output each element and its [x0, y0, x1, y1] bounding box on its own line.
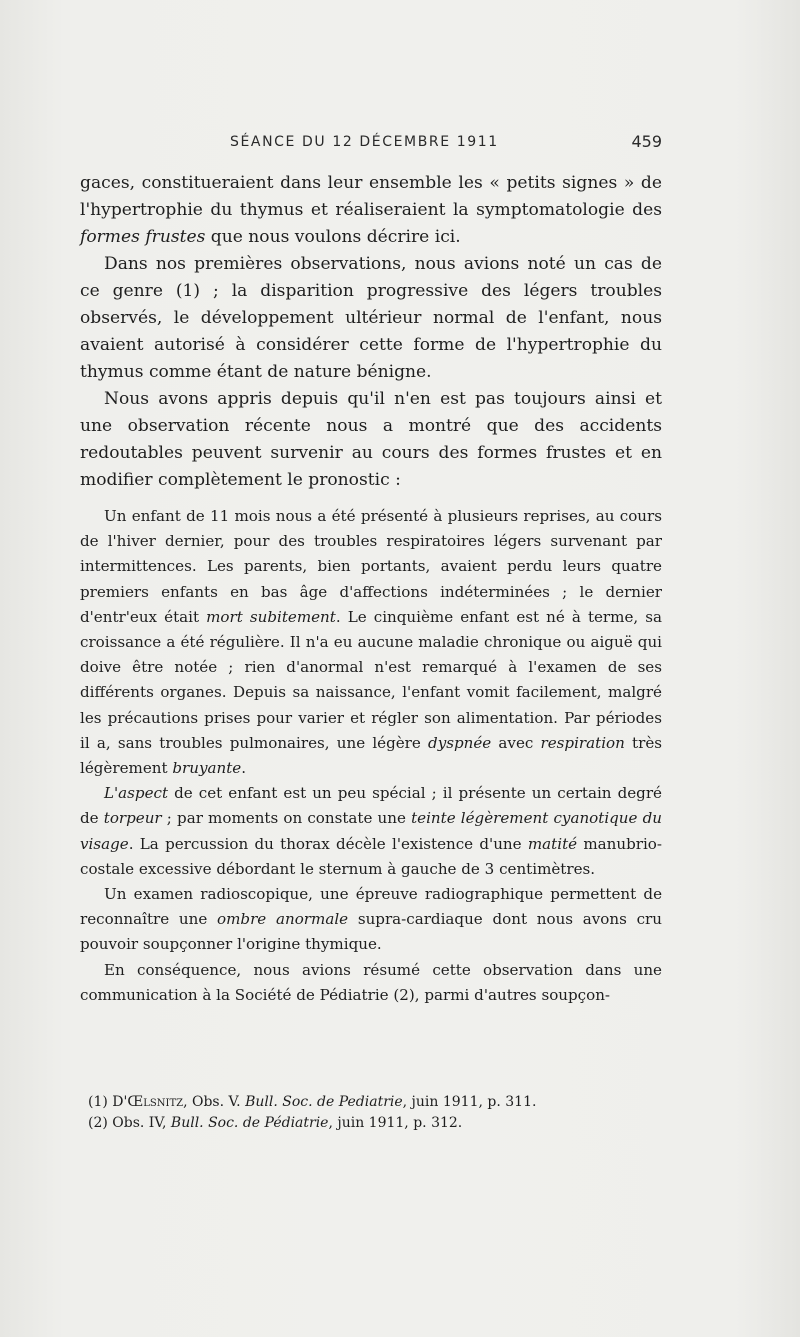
- case-paragraph-4: En conséquence, nous avions résumé cette observation dans une communication à la Société de Pédiatrie (2), parmi d'autres soupçon-: [80, 960, 662, 1004]
- paragraph-3: Nous avons appris depuis qu'il n'en est pas toujours ainsi et une observation récente nous a montré que des accidents redoutables peuvent survenir au cours des formes frustes et en modifier complètement le pronostic :: [80, 389, 662, 490]
- main-text: [80, 170, 662, 1008]
- footnote-1: (1) D'Œlsnitz, Obs. V. Bull. Soc. de Pediatrie, juin 1911, p. 311.: [88, 1094, 537, 1110]
- footnote-2: (2) Obs. IV, Bull. Soc. de Pédiatrie, juin 1911, p. 312.: [88, 1115, 463, 1131]
- running-header: [80, 132, 662, 154]
- paragraph-2: Dans nos premières observations, nous avions noté un cas de ce genre (1) ; la disparition progressive des légers troubles observés, le développement ultérieur normal de l'enfant, nous avaient autorisé à considérer cette forme de l'hypertrophie du thymus comme étant de nature bénigne.: [80, 254, 662, 382]
- case-paragraph-1: Un enfant de 11 mois nous a été présenté à plusieurs reprises, au cours de l'hiver dernier, pour des troubles respiratoires légers survenant par intermittences. Les parents, bien portants, avaient perdu leurs quatre premiers enfants en bas âge d'affections indéterminées ; le dernier d'entr'eux était mort subitement. Le cinquième enfant est né à terme, sa croissance a été régulière. Il n'a eu aucune maladie chronique ou aiguë qui doive être notée ; rien d'anormal n'est remarqué à l'examen de ses différents organes. Depuis sa naissance, l'enfant vomit facilement, malgré les précautions prises pour varier et régler son alimentation. Par périodes il a, sans troubles pulmonaires, une légère dyspnée avec respiration très légèrement bruyante.: [80, 507, 663, 778]
- page-number: 459: [631, 132, 662, 151]
- header-title: SÉANCE DU 12 DÉCEMBRE 1911: [230, 134, 499, 150]
- case-paragraph-3: Un examen radioscopique, une épreuve radiographique permettent de reconnaître une ombre anormale supra-cardiaque dont nous avons cru pouvoir soupçonner l'origine thymique.: [80, 885, 662, 954]
- case-paragraph-2: L'aspect de cet enfant est un peu spécial ; il présente un certain degré de torpeur ; par moments on constate une teinte légèrement cyanotique du visage. La percussion du thorax décèle l'existence d'une matité manubrio-costale excessive débordant le sternum à gauche de 3 centimètres.: [80, 784, 662, 878]
- footnotes: [80, 1092, 662, 1134]
- paragraph-1: gaces, constitueraient dans leur ensemble les « petits signes » de l'hypertrophie du thymus et réaliseraient la symptomatologie des formes frustes que nous voulons décrire ici.: [80, 173, 662, 247]
